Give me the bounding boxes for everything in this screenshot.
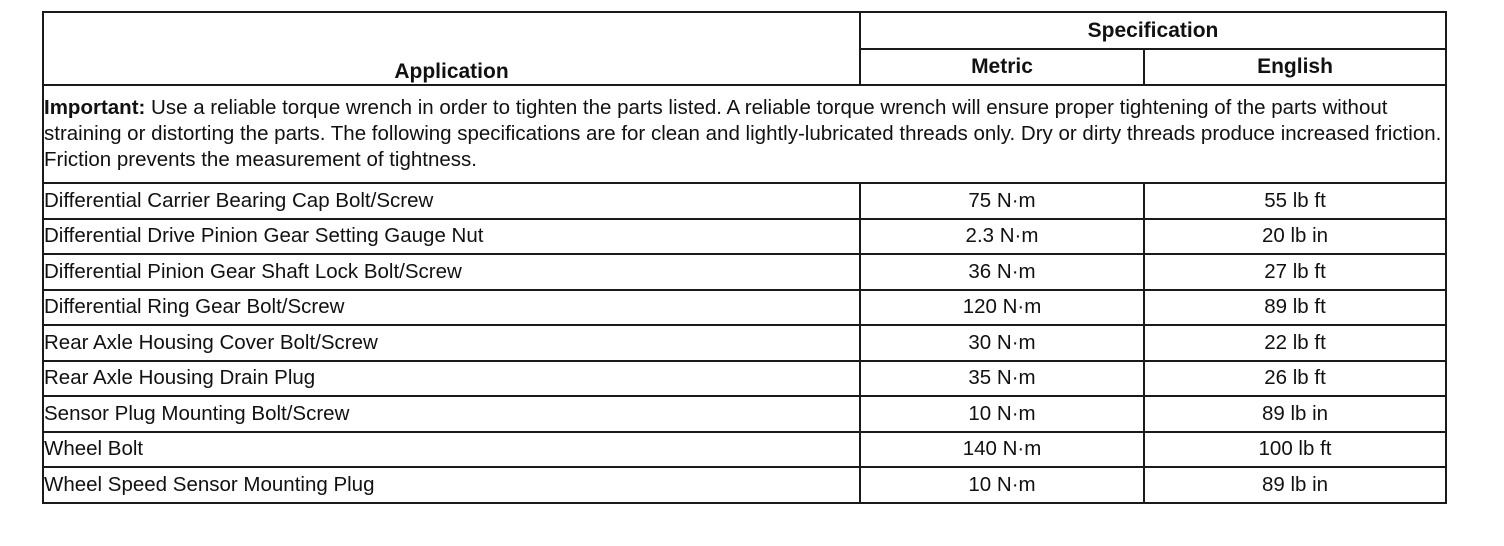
specification-column-header: Specification — [860, 12, 1446, 49]
english-cell: 20 lb in — [1144, 219, 1446, 255]
application-cell: Rear Axle Housing Drain Plug — [43, 361, 860, 397]
english-cell: 100 lb ft — [1144, 432, 1446, 468]
english-cell: 22 lb ft — [1144, 325, 1446, 361]
metric-column-header: Metric — [860, 49, 1144, 85]
metric-cell: 140 N·m — [860, 432, 1144, 468]
application-cell: Wheel Speed Sensor Mounting Plug — [43, 467, 860, 503]
english-cell: 55 lb ft — [1144, 183, 1446, 219]
table-row — [43, 325, 1446, 361]
important-note-lead: Important: — [44, 96, 146, 119]
application-cell: Differential Drive Pinion Gear Setting Gauge Nut — [43, 219, 860, 255]
metric-cell: 30 N·m — [860, 325, 1144, 361]
table-row — [43, 396, 1446, 432]
metric-cell: 75 N·m — [860, 183, 1144, 219]
metric-cell: 35 N·m — [860, 361, 1144, 397]
metric-cell: 2.3 N·m — [860, 219, 1144, 255]
important-note-text: Use a reliable torque wrench in order to tighten the parts listed. A reliable torque wrench will ensure proper tightening of the parts without straining or distorting the parts. The following specifications are for clean and lightly-lubricated threads only. Dry or dirty threads produce increased friction. Friction prevents the measurement of tightness. — [44, 96, 1442, 171]
metric-cell: 120 N·m — [860, 290, 1144, 326]
table-row — [43, 183, 1446, 219]
application-cell: Wheel Bolt — [43, 432, 860, 468]
english-cell: 89 lb in — [1144, 467, 1446, 503]
metric-cell: 10 N·m — [860, 467, 1144, 503]
english-column-header: English — [1144, 49, 1446, 85]
important-note — [43, 85, 1446, 183]
english-cell: 89 lb ft — [1144, 290, 1446, 326]
table-row — [43, 361, 1446, 397]
table-row — [43, 432, 1446, 468]
application-cell: Differential Ring Gear Bolt/Screw — [43, 290, 860, 326]
application-column-header: Application — [43, 12, 860, 85]
application-cell: Rear Axle Housing Cover Bolt/Screw — [43, 325, 860, 361]
torque-spec-table — [42, 11, 1447, 504]
application-cell: Differential Carrier Bearing Cap Bolt/Screw — [43, 183, 860, 219]
application-cell: Sensor Plug Mounting Bolt/Screw — [43, 396, 860, 432]
english-cell: 27 lb ft — [1144, 254, 1446, 290]
application-cell: Differential Pinion Gear Shaft Lock Bolt/Screw — [43, 254, 860, 290]
english-cell: 26 lb ft — [1144, 361, 1446, 397]
table-row — [43, 290, 1446, 326]
english-cell: 89 lb in — [1144, 396, 1446, 432]
metric-cell: 36 N·m — [860, 254, 1144, 290]
metric-cell: 10 N·m — [860, 396, 1144, 432]
table-row — [43, 467, 1446, 503]
table-row — [43, 254, 1446, 290]
table-row — [43, 219, 1446, 255]
